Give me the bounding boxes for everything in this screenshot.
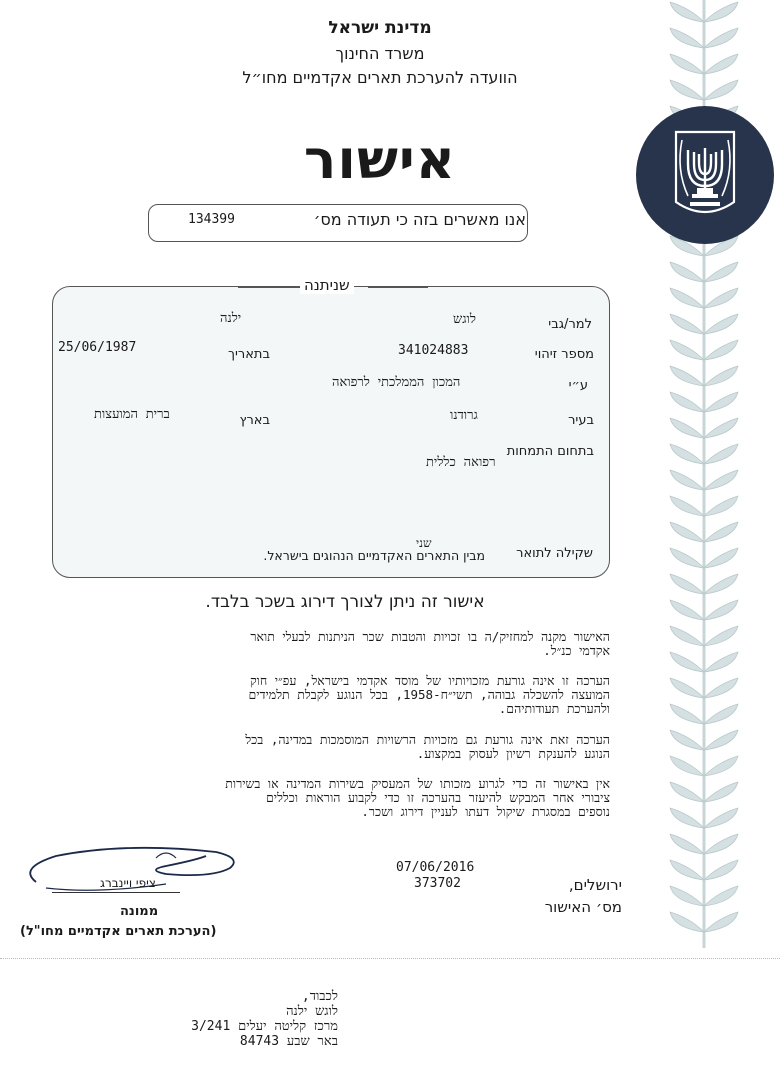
paragraph-employer: אין באישור זה כדי לגרוע מזכותו של המעסיק בשירות המדינה או בשירות ציבורי אחר המבקש להיעזר בהערכה זו כדי לקבוע הוראות וכללים נוספים במסגרת שיקול דעתו לעניין דירוג ושכר. [225, 776, 610, 819]
divider-line [368, 287, 428, 288]
specialty-value: רפואה כללית [426, 455, 496, 470]
to-label: למר/גבי [548, 317, 592, 332]
signatory-org: (הערכת תארים אקדמיים מחו"ל) [20, 924, 217, 939]
firstname-value: ילנה [220, 311, 242, 326]
signature-line [52, 892, 180, 893]
ministry-name: משרד החינוך [335, 44, 425, 63]
surname-value: לוגש [453, 312, 476, 327]
page-divider [0, 958, 780, 959]
country-label: בארץ [239, 413, 270, 428]
equivalence-label: שקילה לתואר [516, 546, 593, 561]
equivalence-text: מבין התארים האקדמיים הנהוגים בישראל. [263, 548, 485, 563]
id-value: 341024883 [398, 343, 469, 358]
divider-line [238, 287, 302, 288]
address-name: לוגש ילנה [286, 1004, 338, 1019]
state-emblem-icon [636, 106, 774, 244]
issue-city: ירושלים, [568, 876, 622, 894]
address-salutation: לכבוד, [301, 989, 338, 1004]
approval-number: 373702 [414, 876, 461, 891]
degree-value: שני [416, 536, 432, 550]
paragraph-rights: האישור מקנה למחזיק/ה בו זכויות והטבות שכר הניתנות לבעלי תואר אקדמי כנ״ל. [250, 629, 610, 658]
city-value: גרודנו [450, 408, 478, 423]
paragraph-institution: הערכה זו אינה גורעת מזכויותיו של מוסד אקדמי בישראל, עפ״י חוק המועצה להשכלה גבוהה, תשי״ח-1958, בכל הנוגע לקבלת תלמידים ולהערכת תעודותיהם. [248, 673, 610, 716]
state-name: מדינת ישראל [328, 18, 432, 38]
details-box [52, 286, 610, 578]
certificate-number: 134399 [188, 212, 235, 227]
id-label: מספר זיהוי [534, 347, 594, 362]
specialty-label: בתחום התמחות [506, 444, 594, 459]
address-street: מרכז קליטה יעלים 3/241 [191, 1019, 338, 1034]
given-label: שניתנה [300, 276, 354, 294]
date-label: בתאריך [228, 347, 270, 362]
committee-name: הוועדה להערכת תארים אקדמיים מחו״ל [242, 68, 518, 87]
institution-value: המכון הממלכתי לרפואה [332, 375, 461, 390]
country-value: ברית המועצות [94, 407, 170, 422]
city-label: בעיר [568, 413, 594, 428]
paragraph-authorities: הערכה זאת אינה גורעת גם מזכויות הרשויות המוסמכות במדינה, בכל הנוגע להענקת רשיון לעסוק במקצוע. [245, 732, 610, 761]
address-city: באר שבע 84743 [239, 1034, 338, 1049]
salary-notice: אישור זה ניתן לצורך דירוג בשכר בלבד. [205, 592, 485, 612]
document-title: אישור [303, 128, 457, 191]
signatory-name: ציפי ויינברג [100, 876, 156, 890]
date-value: 25/06/1987 [58, 340, 137, 355]
by-label: ע״י [568, 378, 588, 393]
approval-label: מס׳ האישור [544, 898, 622, 916]
signatory-role: ממונה [120, 904, 159, 919]
issue-date: 07/06/2016 [396, 860, 475, 875]
certify-text: אנו מאשרים בזה כי תעודה מס׳ [313, 210, 526, 229]
